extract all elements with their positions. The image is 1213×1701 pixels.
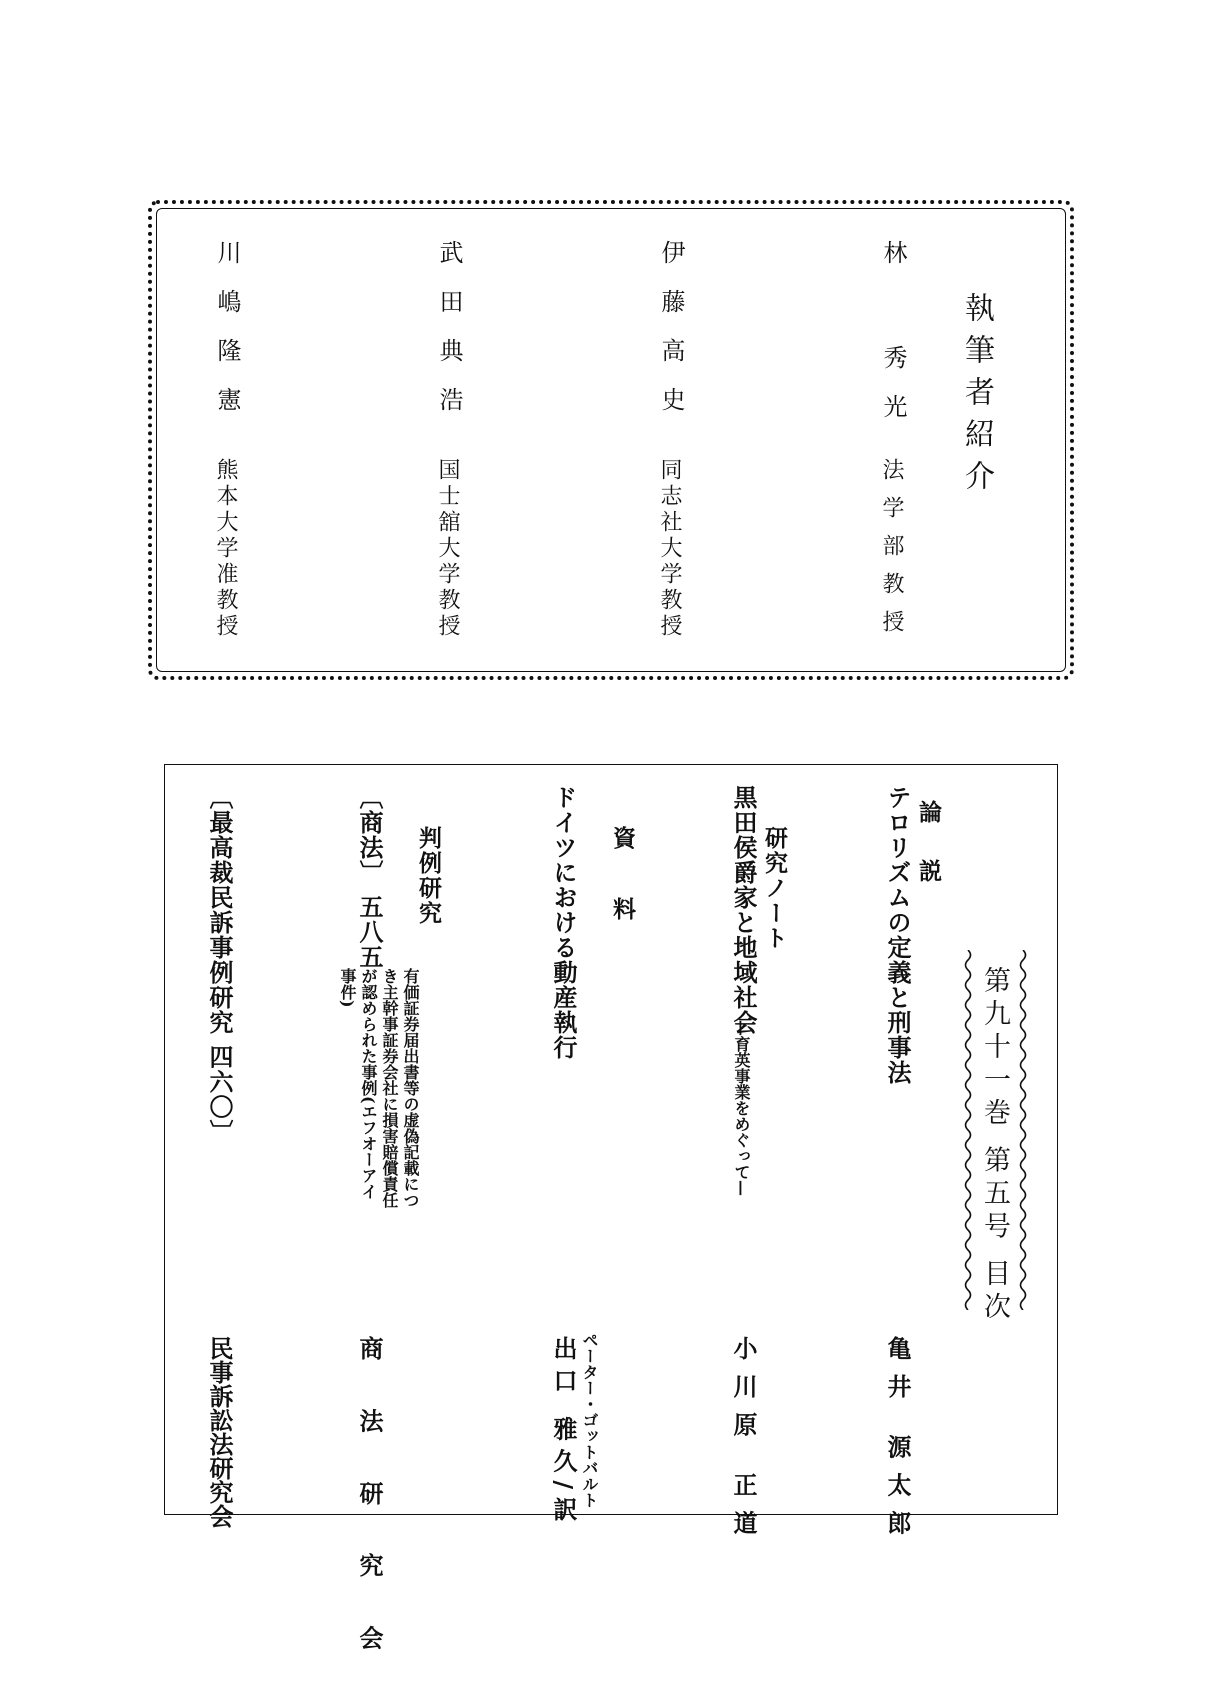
toc-case-note: 有価証券届出書等の虚偽記載につ	[401, 968, 420, 1208]
contributor-affiliation: 熊本大学准教授	[213, 458, 238, 640]
toc-case-note: き主幹事証券会社に損害賠償責任	[380, 968, 399, 1208]
toc-author: 亀井 源太郎	[883, 1336, 912, 1549]
contributors-title: 執筆者紹介	[959, 292, 994, 502]
toc-article-title: 黒田侯爵家と地域社会	[729, 785, 758, 1035]
toc-author: 出口 雅久/訳	[549, 1336, 578, 1530]
wavy-line-left	[963, 950, 973, 1310]
toc-article-title: ドイツにおける動産執行	[549, 785, 578, 1060]
wavy-line-right	[1018, 950, 1028, 1310]
contributor-name: 伊藤高史	[657, 240, 685, 436]
contributor-given-name: 秀光	[879, 345, 907, 443]
toc-article-title: 〔商法〕 五八五	[355, 785, 384, 970]
contributor-name: 武田典浩	[435, 240, 463, 436]
toc-author: 商 法 研 究 会	[355, 1336, 384, 1670]
toc-article-title: 〔最高裁民訴事例研究 四六〇〕	[205, 785, 234, 1145]
contributor-affiliation: 法学部教授	[879, 458, 904, 648]
contributor-affiliation: 国士舘大学教授	[435, 458, 460, 640]
toc-category: 判例研究	[415, 826, 442, 926]
contributor-affiliation: 同志社大学教授	[657, 458, 682, 640]
toc-category: 研究ノート	[761, 826, 788, 951]
contributor-surname: 林	[879, 240, 907, 289]
toc-category: 資 料	[609, 826, 636, 941]
toc-category: 論 説	[915, 800, 942, 897]
toc-title: 第九十一巻 第五号 目次	[979, 966, 1010, 1326]
contributor-name: 川嶋隆憲	[213, 240, 241, 436]
toc-case-note: 事件)	[338, 968, 357, 1008]
toc-author: 小川原 正道	[729, 1336, 758, 1549]
toc-article-title: テロリズムの定義と刑事法	[883, 785, 912, 1085]
toc-article-subtitle: —育英事業をめぐって—	[732, 1020, 751, 1196]
toc-case-note: が認められた事例(エフオーアイ	[359, 968, 378, 1200]
toc-author-original: ペーター・ゴットバルト	[580, 1332, 599, 1508]
toc-author: 民事訴訟法研究会	[205, 1336, 234, 1528]
contributors-border-inner	[156, 208, 1066, 672]
